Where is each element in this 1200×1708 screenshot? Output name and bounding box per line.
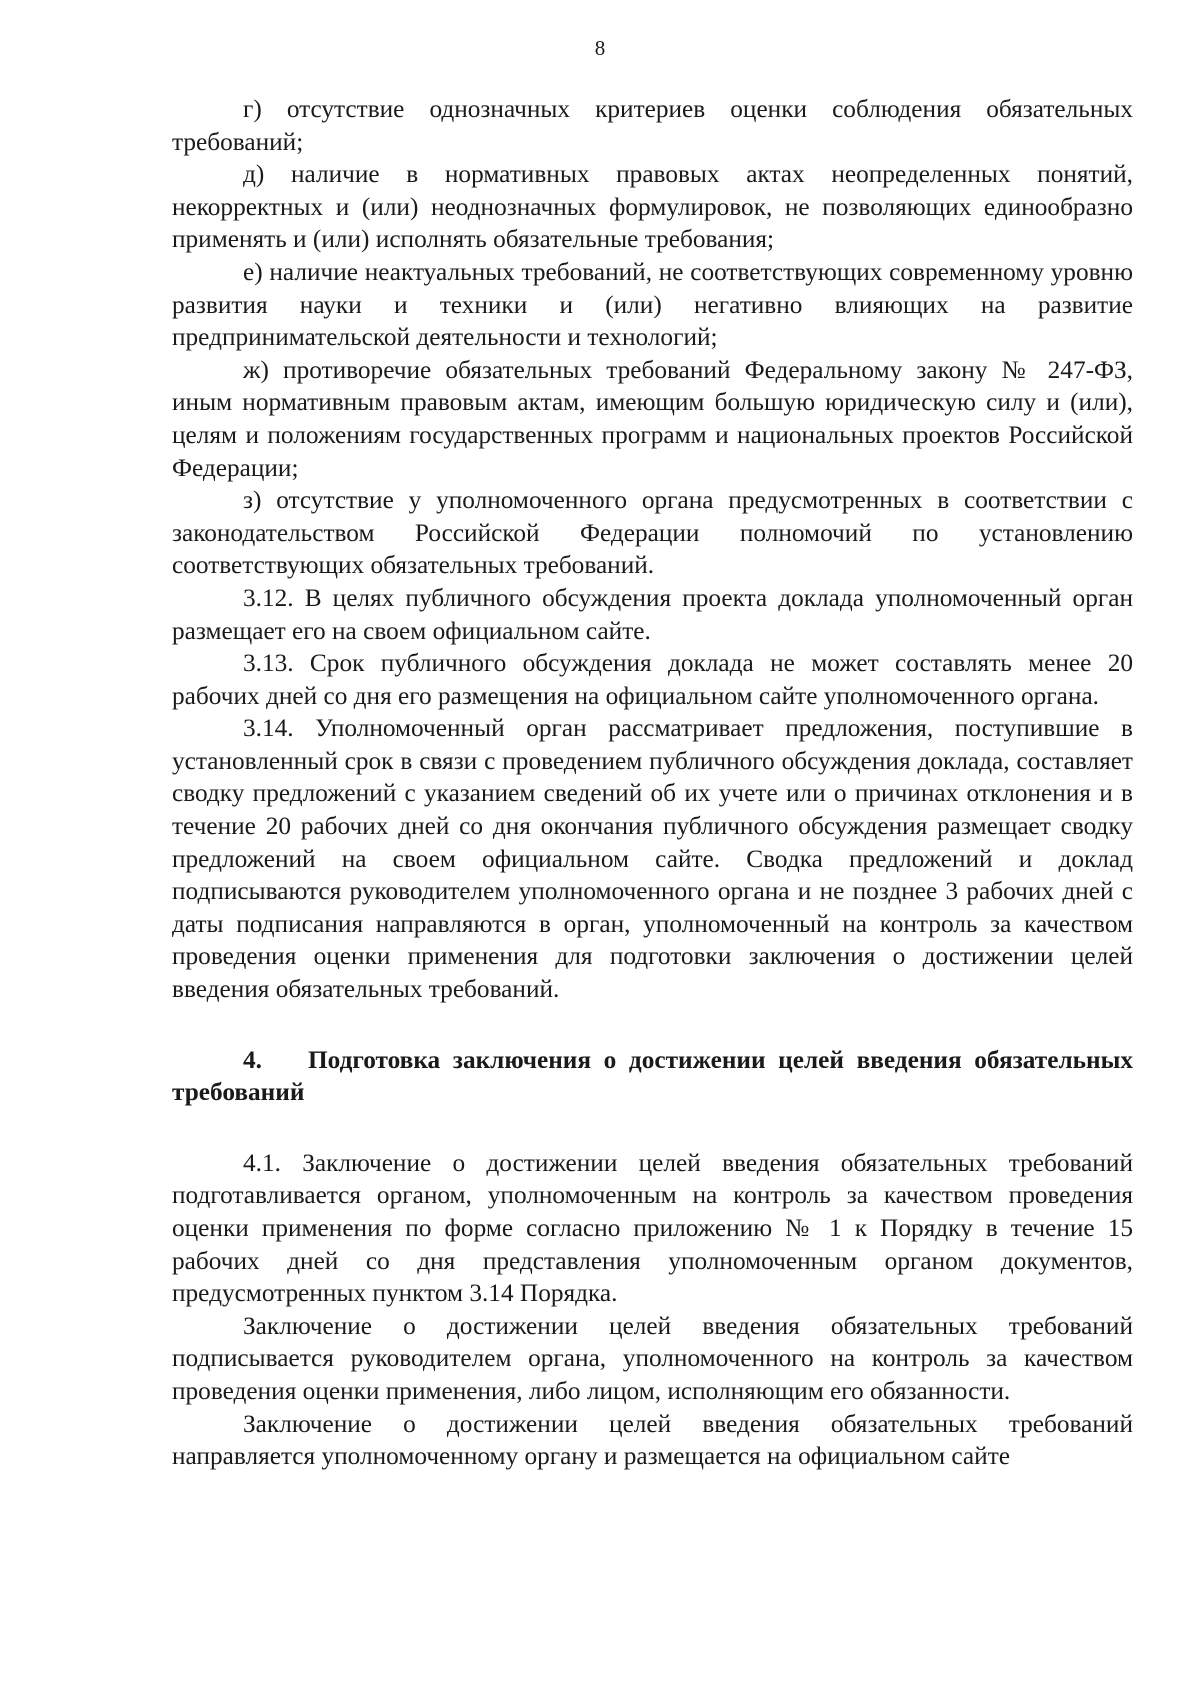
paragraph-3-14: 3.14. Уполномоченный орган рассматривает предложения, поступившие в установленный срок в связи с проведением публичного обсуждения доклада, составляет сводку предложений с указанием сведений об их учете или о причинах отклонения и в течение 20 рабочих дней со дня окончания публичного обсуждения размещает сводку предложений на своем официальном сайте. Сводка предложений и доклад подписываются руководителем уполномоченного органа и не позднее 3 рабочих дней с даты подписания направляются в орган, уполномоченный на контроль за качеством проведения оценки применения для подготовки заключения о достижении целей введения обязательных требований. [172,714,1133,1004]
paragraph-e: е) наличие неактуальных требований, не соответствующих современному уровню развития науки и техники и (или) негативно влияющих на развитие предпринимательской деятельности и технологий; [172,257,1133,352]
section-title: Подготовка заключения о достижении целей введения обязательных требований [172,1045,1133,1107]
section-number: 4. [243,1045,262,1074]
paragraph-publication: Заключение о достижении целей введения обязательных требований направляется уполномоченному органу и размещается на официальном сайте [172,1409,1133,1471]
page-number: 8 [594,36,606,60]
document-body [172,93,1133,1473]
paragraph-signing: Заключение о достижении целей введения обязательных требований подписывается руководителем органа, уполномоченного на контроль за качеством проведения оценки применения, либо лицом, исполняющим его обязанности. [172,1311,1133,1405]
paragraph-3-12: 3.12. В целях публичного обсуждения проекта доклада уполномоченный орган размещает его на своем официальном сайте. [172,583,1133,645]
paragraph-zh: ж) противоречие обязательных требований Федеральному закону № 247-ФЗ, иным нормативным правовым актам, имеющим большую юридическую силу и (или), целям и положениям государственных программ и национальных проектов Российской Федерации; [172,355,1133,482]
paragraph-g: г) отсутствие однозначных критериев оценки соблюдения обязательных требований; [172,95,1133,156]
paragraph-z: з) отсутствие у уполномоченного органа предусмотренных в соответствии с законодательством Российской Федерации полномочий по установлению соответствующих обязательных требований. [172,486,1133,580]
paragraph-4-1: 4.1. Заключение о достижении целей введения обязательных требований подготавливается органом, уполномоченным на контроль за качеством проведения оценки применения по форме согласно приложению № 1 к Порядку в течение 15 рабочих дней со дня представления уполномоченным органом документов, предусмотренных пунктом 3.14 Порядка. [172,1148,1133,1308]
section-heading [172,1044,1133,1109]
paragraph-3-13: 3.13. Срок публичного обсуждения доклада не может составлять менее 20 рабочих дней со дня его размещения на официальном сайте уполномоченного органа. [172,649,1133,710]
paragraph-d: д) наличие в нормативных правовых актах неопределенных понятий, некорректных и (или) неоднозначных формулировок, не позволяющих единообразно применять и (или) исполнять обязательные требования; [172,160,1133,254]
spacer [172,1109,1133,1147]
